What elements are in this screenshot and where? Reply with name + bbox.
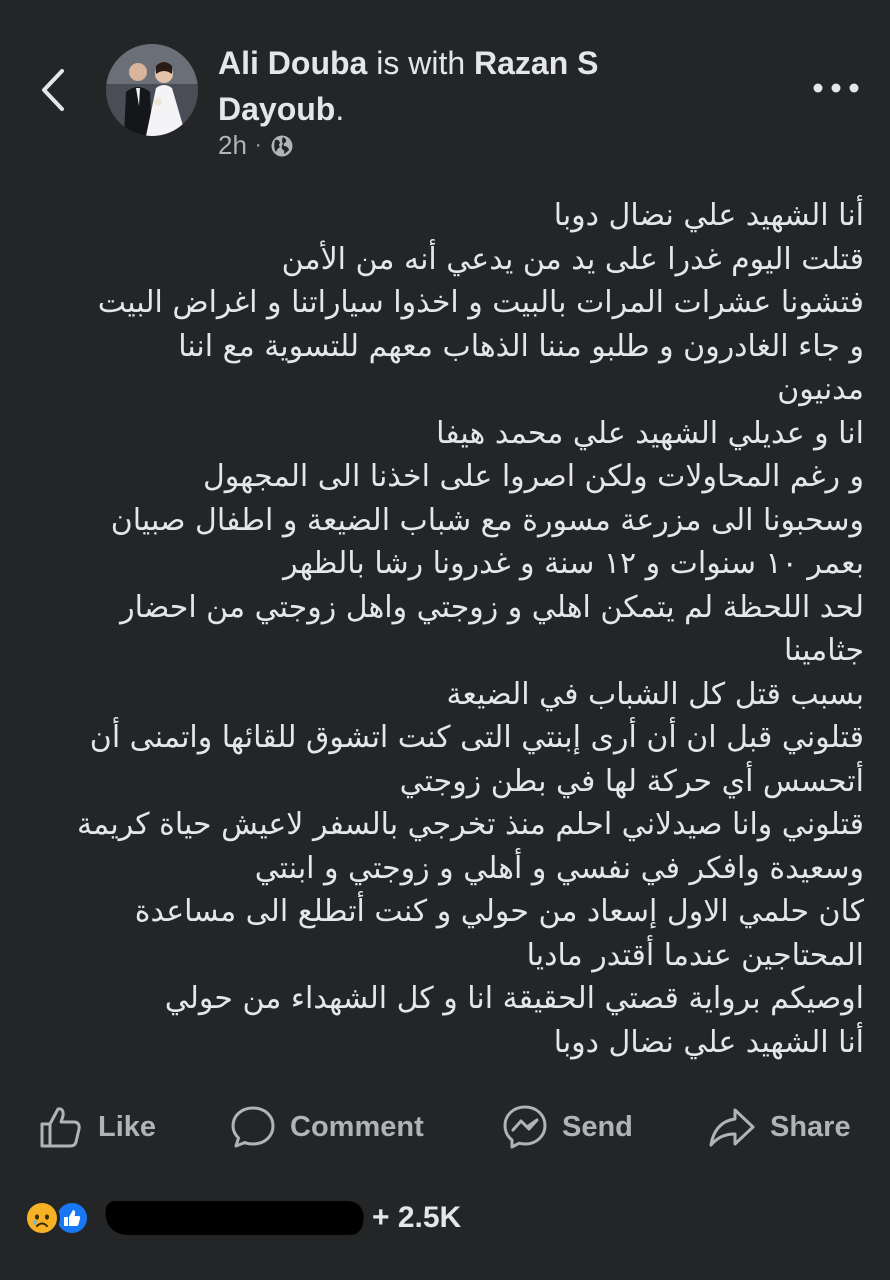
more-horizontal-icon xyxy=(813,83,859,93)
more-options-button[interactable] xyxy=(808,68,864,108)
post-line: كان حلمي الاول إسعاد من حولي و كنت أتطلع الى مساعدة xyxy=(134,894,864,929)
post-line: قتلوني وانا صيدلاني احلم منذ تخرجي بالسفر لاعيش حياة كريمة xyxy=(76,807,864,842)
post-line: جثامينا xyxy=(783,633,864,668)
timestamp[interactable]: 2h xyxy=(218,130,247,160)
share-label: Share xyxy=(770,1110,851,1143)
post-line: اوصيكم برواية قصتي الحقيقة انا و كل الشهداء من حولي xyxy=(164,981,864,1016)
reaction-count: + 2.5K xyxy=(372,1201,462,1234)
share-arrow-icon xyxy=(708,1104,756,1150)
sad-reaction-icon xyxy=(24,1200,60,1236)
send-button[interactable] xyxy=(502,1094,633,1160)
post-line: وسحبونا الى مزرعة مسورة مع شباب الضيعة و اطفال صبيان xyxy=(110,502,864,538)
like-button[interactable] xyxy=(38,1094,156,1160)
comment-button[interactable] xyxy=(230,1094,424,1160)
post-line: بعمر ١٠ سنوات و ١٢ سنة و غدرونا رشا بالظهر xyxy=(283,546,864,581)
share-button[interactable] xyxy=(708,1094,851,1160)
avatar-photo xyxy=(106,44,198,136)
post-actions-bar xyxy=(0,1094,890,1160)
tagged-name-first[interactable]: Razan S xyxy=(474,45,599,81)
post-meta xyxy=(218,130,294,161)
back-button[interactable] xyxy=(28,62,78,118)
comment-label: Comment xyxy=(290,1110,424,1143)
period: . xyxy=(335,91,345,127)
author-line xyxy=(218,40,778,132)
thumbs-up-icon xyxy=(38,1104,84,1150)
post-line: فتشونا عشرات المرات بالبيت و اخذوا سياراتنا و اغراض البيت xyxy=(97,285,864,320)
avatar[interactable] xyxy=(106,44,198,136)
post-header xyxy=(0,0,890,180)
messenger-icon xyxy=(502,1104,548,1150)
post-line: مدنيون xyxy=(777,372,864,407)
globe-icon[interactable] xyxy=(270,134,294,158)
tagged-name-last[interactable]: Dayoub xyxy=(218,91,336,127)
post-line: قتلت اليوم غدرا على يد من يدعي أنه من الأمن xyxy=(281,241,864,277)
post-line: و جاء الغادرون و طلبو مننا الذهاب معهم للتسوية مع اننا xyxy=(178,328,864,364)
chevron-left-icon xyxy=(40,68,66,112)
post-line: أتحسس أي حركة لها في بطن زوجتي xyxy=(399,763,864,799)
post-line: و رغم المحاولات ولكن اصروا على اخذنا الى المجهول xyxy=(202,459,864,494)
with-text: is with xyxy=(376,45,466,81)
comment-icon xyxy=(230,1104,276,1150)
redacted-names xyxy=(100,1201,367,1235)
reactions-summary[interactable] xyxy=(24,1196,461,1240)
post-line: أنا الشهيد علي نضال دوبا xyxy=(553,198,864,233)
post-body xyxy=(30,194,864,1064)
post-line: بسبب قتل كل الشباب في الضيعة xyxy=(446,676,864,712)
author-name[interactable]: Ali Douba xyxy=(218,45,368,81)
post-line: لحد اللحظة لم يتمكن اهلي و زوجتي واهل زوجتي من احضار xyxy=(120,589,864,625)
post-line: المحتاجين عندما أقتدر ماديا xyxy=(526,937,864,973)
meta-separator: · xyxy=(254,134,262,156)
send-label: Send xyxy=(562,1110,633,1143)
post-line: قتلوني قبل ان أن أرى إبنتي التى كنت اتشوق للقائها واتمنى أن xyxy=(89,720,864,755)
post-line: انا و عديلي الشهيد علي محمد هيفا xyxy=(436,415,864,451)
like-label: Like xyxy=(98,1110,157,1143)
post-line: أنا الشهيد علي نضال دوبا xyxy=(553,1024,864,1060)
post-line: وسعيدة وافكر في نفسي و أهلي و زوجتي و ابنتي xyxy=(254,850,864,886)
